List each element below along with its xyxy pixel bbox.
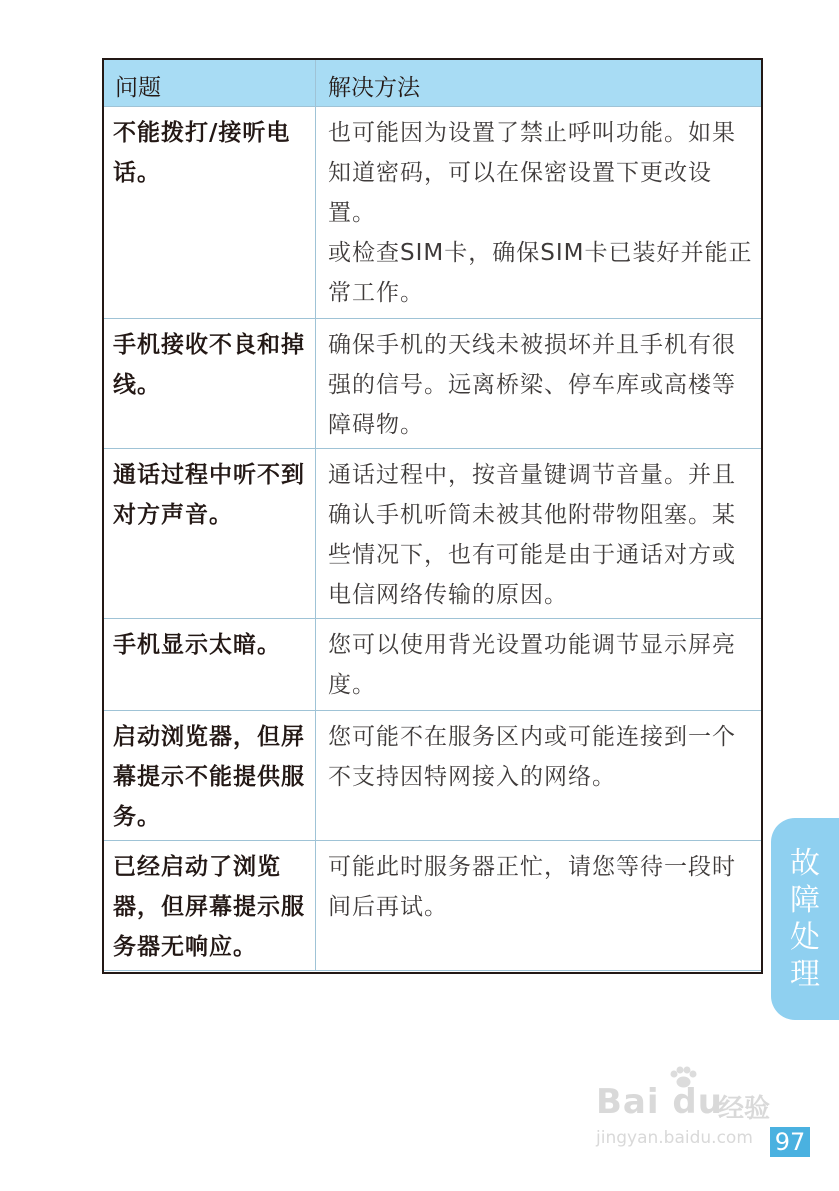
table-row bbox=[103, 319, 762, 449]
troubleshooting-table bbox=[102, 58, 762, 971]
table-row bbox=[103, 619, 762, 711]
table-header-row bbox=[103, 59, 762, 107]
side-tab-char: 障 bbox=[790, 883, 820, 918]
problem-cell: 手机显示太暗。 bbox=[103, 619, 316, 711]
solution-cell bbox=[316, 107, 762, 319]
solution-text: 也可能因为设置了禁止呼叫功能。如果知道密码，可以在保密设置下更改设置。 或检查SIM卡，确保SIM卡已装好并能正常工作。 bbox=[328, 120, 753, 306]
table-row bbox=[103, 107, 762, 319]
solution-cell: 可能此时服务器正忙，请您等待一段时间后再试。 bbox=[316, 841, 762, 971]
problem-cell: 启动浏览器，但屏幕提示不能提供服务。 bbox=[103, 711, 316, 841]
column-header-solution: 解决方法 bbox=[316, 59, 762, 107]
problem-cell: 已经启动了浏览器，但屏幕提示服务器无响应。 bbox=[103, 841, 316, 971]
table-row bbox=[103, 711, 762, 841]
problem-cell: 不能拨打/接听电话。 bbox=[103, 107, 316, 319]
side-tab-char: 故 bbox=[790, 846, 820, 881]
watermark-sub: 经验 bbox=[718, 1094, 771, 1124]
table-row bbox=[103, 449, 762, 619]
chapter-side-tab bbox=[771, 818, 839, 1020]
page-number: 97 bbox=[770, 1127, 810, 1157]
table-row bbox=[103, 841, 762, 971]
side-tab-char: 理 bbox=[790, 957, 820, 992]
solution-cell: 您可能不在服务区内或可能连接到一个不支持因特网接入的网络。 bbox=[316, 711, 762, 841]
watermark-url: jingyan.baidu.com bbox=[596, 1128, 753, 1148]
solution-cell: 您可以使用背光设置功能调节显示屏亮度。 bbox=[316, 619, 762, 711]
problem-cell: 手机接收不良和掉线。 bbox=[103, 319, 316, 449]
problem-cell: 通话过程中听不到对方声音。 bbox=[103, 449, 316, 619]
solution-cell: 确保手机的天线未被损坏并且手机有很强的信号。远离桥梁、停车库或高楼等障碍物。 bbox=[316, 319, 762, 449]
watermark-logo: Bai du bbox=[596, 1082, 723, 1122]
baidu-watermark bbox=[596, 1072, 796, 1162]
solution-cell: 通话过程中，按音量键调节音量。并且确认手机听筒未被其他附带物阻塞。某些情况下，也有可能是由于通话对方或电信网络传输的原因。 bbox=[316, 449, 762, 619]
column-header-problem: 问题 bbox=[103, 59, 316, 107]
side-tab-char: 处 bbox=[790, 920, 820, 955]
